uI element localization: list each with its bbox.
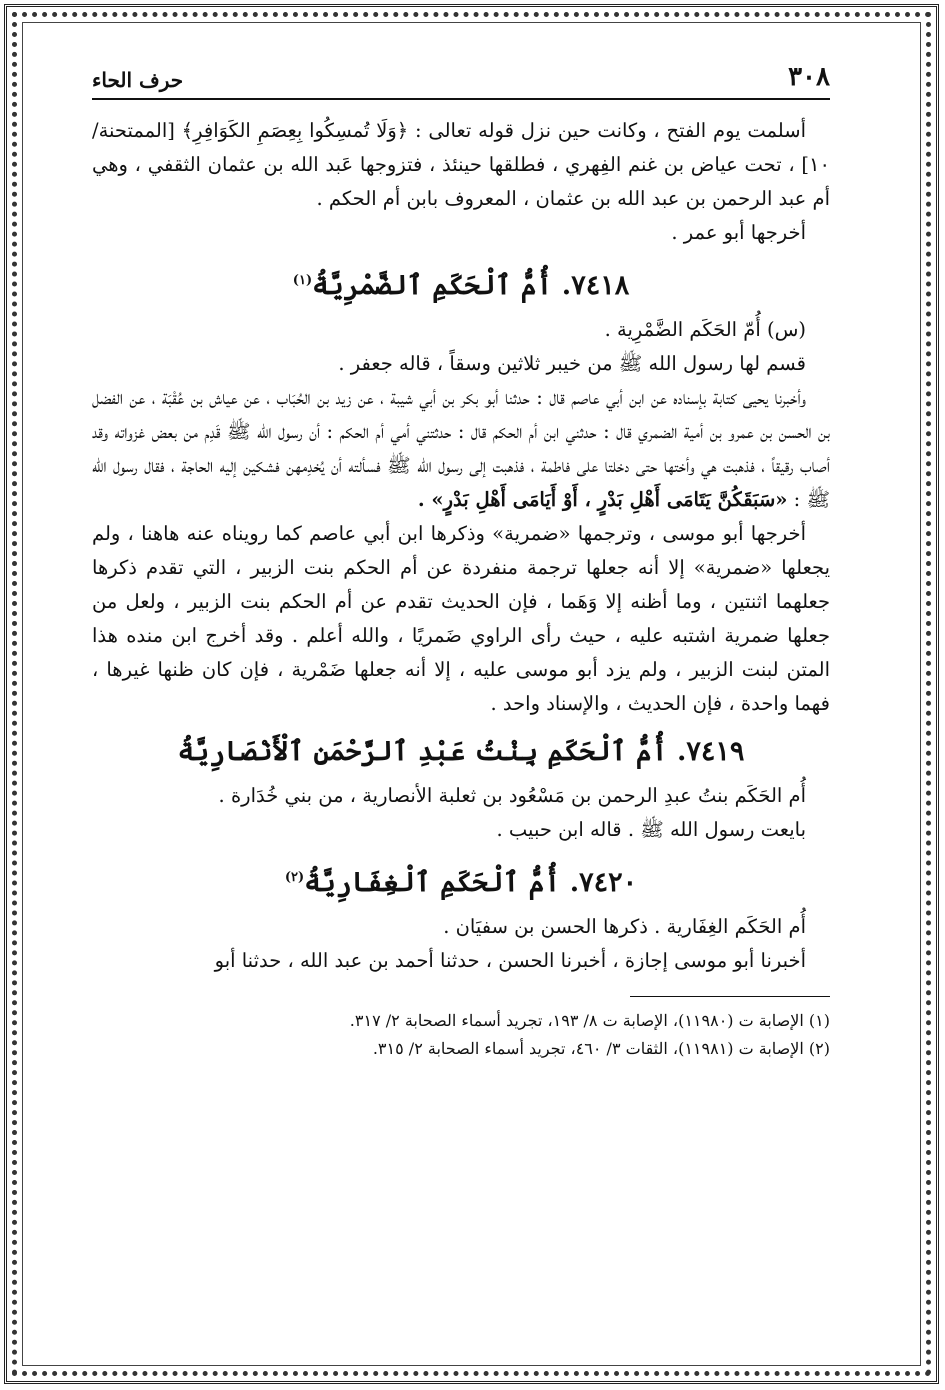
paragraph-1: أسلمت يوم الفتح ، وكانت حين نزل قوله تعالى : ﴿وَلَا تُمسِكُوا بِعِصَمِ الكَوَافِرِ﴾ [الممتحنة/ ١٠] ، تحت عياض بن غنم الفِهري ، فطلقها حينئذ ، فتزوجها عَبد الله بن عثمان الثقفي ، وهي أم عبد الرحمن بن عبد الله بن عثمان ، المعروف بابن أم الحكم .	[92, 119, 830, 210]
page-header	[92, 62, 830, 100]
footnote-2: (٢) الإصابة ت (١١٩٨١)، الثقات ٣/ ٤٦٠، تجريد أسماء الصحابة ٢/ ٣١٥.	[372, 1039, 830, 1058]
footnote-1: (١) الإصابة ت (١١٩٨٠)، الإصابة ت ٨/ ١٩٣، تجريد أسماء الصحابة ٢/ ٣١٧.	[349, 1011, 830, 1030]
paragraph-3: (س) أُمّ الحَكَم الضَّمْرِية .	[604, 318, 806, 341]
page-content	[92, 62, 830, 1352]
entry-heading-7418	[92, 258, 830, 309]
footnote-divider	[630, 996, 830, 997]
entry-heading-text: ٧٤١٨. أُمُّ ٱلْحَكَمِ ٱلضَّمْرِيَّةُ	[312, 270, 630, 301]
page-number: ٣٠٨	[788, 62, 830, 92]
entry-heading-7420	[92, 855, 830, 906]
footnote-ref-2: (٢)	[284, 870, 305, 885]
paragraph-9: أُم الحَكَم الغِفَارية . ذكرها الحسن بن سفيَان .	[443, 915, 806, 938]
footnote-ref-1: (١)	[292, 273, 313, 288]
paragraph-4: قسم لها رسول الله ﷺ من خيبر ثلاثين وسقاً ، قاله جعفر .	[338, 352, 806, 375]
entry-heading-text: ٧٤١٩. أُمُّ ٱلْحَكَمِ بِنْتُ عَبْدِ ٱلرَّحْمَنِ ٱلْأَنْصَارِيَّةُ	[177, 736, 745, 767]
entry-heading-text: ٧٤٢٠. أُمُّ ٱلْحَكَمِ ٱلْغِفَارِيَّةُ	[304, 867, 638, 898]
paragraph-5-text: وأخبرنا يحيى كتابة بإسناده عن ابن أبي عاصم قال : حدثنا أبو بكر بن أبي شيبة ، عن زيد بن الحُبَاب ، عن عياش بن عُقْبَة ، عن الفضل بن الحسن بن عمرو بن أمية الضمري قال : حدثني ابن أم الحكم قال : حدثتني أمي أم الحكم : أن رسول الله ﷺ قَدِم من بعض غزواته وقد أصاب رقيقاً ، فذهبت هي وأختها حتى دخلتا على فاطمة ، فذهبت إلى رسول الله ﷺ فسألته أن يُخدِمهن فشكين إليه الحاجة ، فقال رسول الله ﷺ :	[92, 386, 830, 511]
paragraph-5	[92, 381, 830, 517]
paragraph-10: أخبرنا أبو موسى إجازة ، أخبرنا الحسن ، حدثنا أحمد بن عبد الله ، حدثنا أبو	[214, 949, 806, 972]
paragraph-6: أخرجها أبو موسى ، وترجمها «ضمرية» وذكرها ابن أبي عاصم كما رويناه عنه هاهنا ، ولم يجعلها «ضمرية» إلا أنه جعلها ترجمة منفردة عن أم الحكم بنت الزبير ، التي تقدم ذكرها جعلهما اثنتين ، وما أظنه إلا وَهَما ، فإن الحديث تقدم عن أم الحكم بنت الزبير ، ولعل من جعلها ضمرية اشتبه عليه ، حيث رأى الراوي ضَمريًا ، والله أعلم . وقد أخرج ابن منده هذا المتن لبنت الزبير ، ولم يزد أبو موسى عليه ، إلا أنه جعلها ضَمْرية ، فإن كان ظنها غيرها ، فهما واحدة ، فإن الحديث ، والإسناد واحد .	[92, 522, 830, 715]
paragraph-8: بايعت رسول الله ﷺ . قاله ابن حبيب .	[496, 818, 806, 841]
hadith-quote: «سَبَقَكُنَّ يَتَامَى أَهْلِ بَدْرٍ ، أَوْ أَيَامَى أَهْلِ بَدْرٍ» .	[417, 488, 788, 511]
entry-heading-7419	[92, 729, 830, 775]
running-title: حرف الحاء	[92, 68, 184, 92]
paragraph-7: أُم الحَكَم بنتُ عبدِ الرحمن بن مَسْعُود بن ثعلبة الأنصارية ، من بني خُدَارة .	[218, 784, 806, 807]
paragraph-2: أخرجها أبو عمر .	[671, 221, 806, 244]
